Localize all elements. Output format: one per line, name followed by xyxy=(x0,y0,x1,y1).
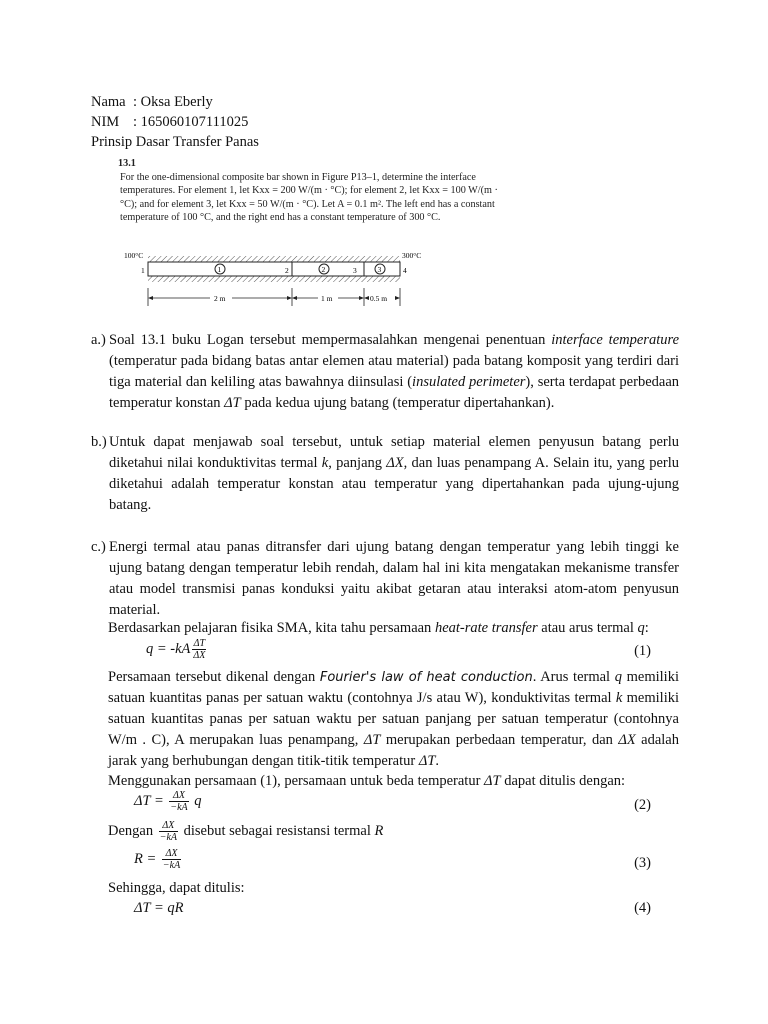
equation-2: ΔT = $\frac{\Delta X}{-kA}$ q xyxy=(134,790,202,813)
item-a-text: Soal 13.1 buku Logan tersebut mempermasalahkan mengenai penentuan interface temperature (temperatur pada bidang batas antar elemen atau material) pada batang komposit yang terdiri dari tiga material dan keliling atas bawahnya diinsulasi (insulated perimeter), serta terdapat perbedaan temperatur konstan ΔT pada kedua ujung batang (temperatur dipertahankan). xyxy=(109,332,680,411)
item-a xyxy=(91,330,679,414)
bar-body xyxy=(148,262,400,276)
paragraph-heat-rate: Berdasarkan pelajaran fisika SMA, kita tahu persamaan heat-rate transfer atau arus termal q: xyxy=(108,620,649,636)
bottom-insulation xyxy=(148,276,400,282)
item-b xyxy=(91,432,679,516)
name-value: : Oksa Eberly xyxy=(133,94,213,110)
dim-2m: 2 m xyxy=(214,294,226,303)
node-2: 2 xyxy=(285,266,289,275)
problem-statement xyxy=(120,157,512,225)
nim-value: : 165060107111025 xyxy=(133,114,249,130)
element-2: 2 xyxy=(321,265,326,274)
dim-05m: 0.5 m xyxy=(370,294,388,303)
element-1: 1 xyxy=(217,265,222,274)
node-1: 1 xyxy=(141,266,145,275)
equation-3: R = $\frac{\Delta X}{-kA}$ xyxy=(134,848,181,871)
item-a-letter: a.) xyxy=(91,332,106,348)
equation-1: q = -kA $\frac{\Delta T}{\Delta X}$ xyxy=(146,638,206,661)
paragraph-thermal-resistance: Dengan $\frac{\Delta X}{-kA}$ disebut sebagai resistansi termal R xyxy=(108,820,384,843)
right-temp: 300°C xyxy=(402,251,422,260)
dim-1m: 1 m xyxy=(321,294,333,303)
item-c-text: Energi termal atau panas ditransfer dari ujung batang dengan temperatur yang lebih tinggi ke ujung batang dengan temperatur lebih rendah, dalam hal ini kita mengatakan mekanisme transfer atau model transmisi panas konduksi yaitu akibat getaran atau interaksi atom-atom penyusun material. xyxy=(109,539,679,618)
top-insulation xyxy=(148,256,400,262)
equation-4: ΔT = qR xyxy=(134,900,184,916)
item-c xyxy=(91,537,679,621)
item-b-text: Untuk dapat menjawab soal tersebut, untuk setiap material elemen penyusun batang perlu diketahui nilai konduktivitas termal k, panjang ΔX, dan luas penampang A. Selain itu, yang perlu diketahui adalah temperatur konstan atau temperatur yang dipertahankan pada ujung-ujung batang. xyxy=(109,434,679,513)
paragraph-fourier: Persamaan tersebut dikenal dengan Fourier's law of heat conduction. Arus termal q memiliki satuan kuantitas panas per satuan waktu (contohnya J/s atau W), konduktivitas termal k memiliki satuan kuantitas panas per satuan waktu per satuan panjang per satuan temperatur (contohnya W/m . C), A merupakan luas penampang, ΔT merupakan perbedaan temperatur, dan ΔX adalah jarak yang berhubungan dengan titik-titik temperatur ΔT. xyxy=(108,669,679,769)
name-label: Nama xyxy=(91,94,126,110)
course-title: Prinsip Dasar Transfer Panas xyxy=(91,134,259,150)
equation-3-number: (3) xyxy=(634,855,651,871)
element-3: 3 xyxy=(377,265,382,274)
problem-number: 13.1 xyxy=(118,158,136,169)
equation-2-number: (2) xyxy=(634,797,651,813)
nim-line xyxy=(91,113,248,132)
item-c-letter: c.) xyxy=(91,539,106,555)
equation-1-number: (1) xyxy=(634,643,651,659)
left-temp: 100°C xyxy=(124,251,144,260)
paragraph-using-eq1: Menggunakan persamaan (1), persamaan untuk beda temperatur ΔT dapat ditulis dengan: xyxy=(108,773,626,789)
paragraph-sehingga: Sehingga, dapat ditulis: xyxy=(108,880,245,896)
node-3: 3 xyxy=(353,266,357,275)
nim-label: NIM xyxy=(91,114,120,130)
problem-text: For the one-dimensional composite bar shown in Figure P13–1, determine the interface temperatures. For element 1, let Kxx = 200 W/(m · °C); for element 2, let Kxx = 100 W/(m · °C); and for element 3, let Kxx = 50 W/(m · °C). Let A = 0.1 m². The left end has a constant temperature of 100 °C, and the right end has a constant temperature of 300 °C. xyxy=(120,171,498,224)
node-4: 4 xyxy=(403,266,407,275)
equation-4-number: (4) xyxy=(634,900,651,916)
composite-bar-figure xyxy=(118,248,428,310)
name-line xyxy=(91,93,213,112)
item-b-letter: b.) xyxy=(91,434,107,450)
